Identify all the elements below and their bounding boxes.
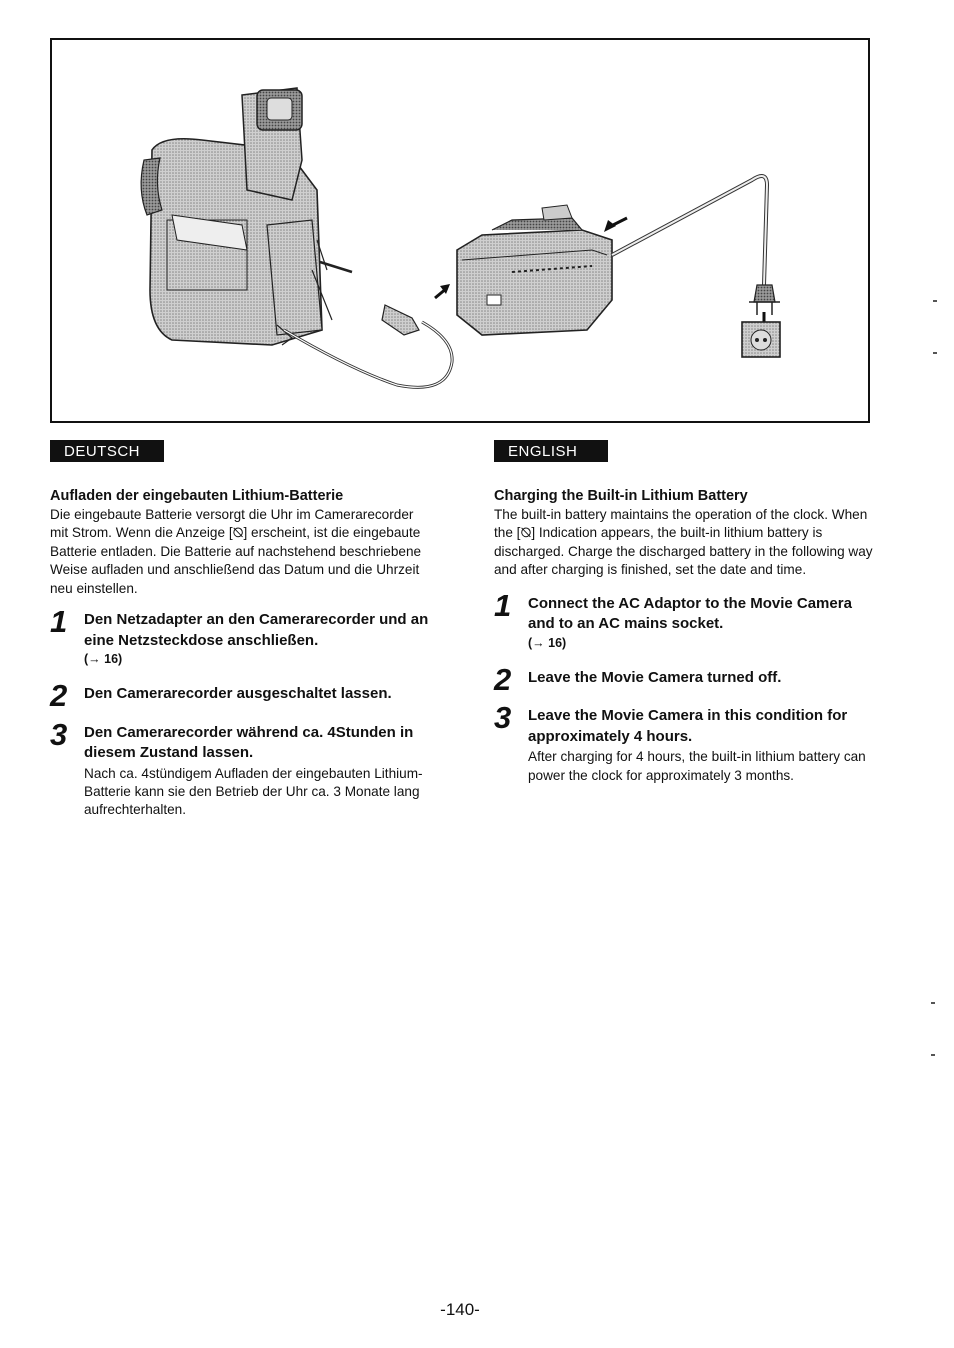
step-en-2 xyxy=(494,661,874,697)
step-heading: Den Camerarecorder ausgeschaltet lassen. xyxy=(84,685,392,703)
illustration-frame xyxy=(50,38,870,423)
page-number: -140- xyxy=(440,1300,480,1319)
step-number: 3 xyxy=(50,716,68,752)
mains-cable-drawing xyxy=(612,176,780,357)
language-tab-english: ENGLISH xyxy=(494,440,608,462)
ac-adaptor-drawing xyxy=(457,205,627,335)
step-number: 2 xyxy=(50,678,68,714)
step-number: 2 xyxy=(494,661,512,697)
step-de-3 xyxy=(50,716,430,820)
step-number: 1 xyxy=(494,587,512,623)
intro-paragraph-en: The built-in battery maintains the operation of the clock. When the [⦰] Indication appears, the built-in lithium battery is discharged. Charge the discharged battery in the following way and after charging is finished, set the date and time. xyxy=(494,507,873,578)
step-en-1 xyxy=(494,587,874,652)
step-heading: Leave the Movie Camera in this condition for approximately 4 hours. xyxy=(528,707,848,745)
language-tab-deutsch: DEUTSCH xyxy=(50,440,164,462)
step-de-2 xyxy=(50,678,430,714)
page-reference: (→ 16) xyxy=(84,652,123,667)
step-heading: Connect the AC Adaptor to the Movie Camera and to an AC mains socket. xyxy=(528,594,852,633)
section-title-en: Charging the Built-in Lithium Battery xyxy=(494,488,748,504)
step-description: Nach ca. 4stündigem Aufladen der eingebauten Lithium-Batterie kann sie den Betrieb der Uhr ca. 3 Monate lang aufrechterhalten. xyxy=(84,765,423,818)
step-number: 3 xyxy=(494,700,512,736)
step-number: 1 xyxy=(50,604,68,640)
scan-mark xyxy=(933,352,937,354)
intro-paragraph-de: Die eingebaute Batterie versorgt die Uhr im Camerarecorder mit Strom. Wenn die Anzeige [⦰] erscheint, ist die eingebaute Batterie entladen. Die Batterie auf nachstehend beschriebene Weise aufladen und anschließend das Datum und die Uhrzeit neu einstellen. xyxy=(50,507,422,596)
charging-illustration xyxy=(52,40,868,421)
step-de-1 xyxy=(50,604,430,668)
step-en-3 xyxy=(494,700,874,785)
page-reference: (→ 16) xyxy=(528,635,567,650)
column-english xyxy=(494,440,874,785)
column-deutsch xyxy=(50,440,430,820)
scan-mark xyxy=(931,1054,935,1056)
step-heading: Leave the Movie Camera turned off. xyxy=(528,668,782,686)
scan-mark xyxy=(933,300,937,302)
section-title-de: Aufladen der eingebauten Lithium-Batterie xyxy=(50,488,344,504)
scan-mark xyxy=(931,1002,935,1004)
step-description: After charging for 4 hours, the built-in lithium battery can power the clock for approximately 3 months. xyxy=(528,749,866,783)
step-heading: Den Netzadapter an den Camerarecorder und an eine Netzsteckdose anschließen. xyxy=(84,611,429,649)
step-heading: Den Camerarecorder während ca. 4Stunden in diesem Zustand lassen. xyxy=(84,723,414,762)
camera-drawing xyxy=(141,88,352,345)
